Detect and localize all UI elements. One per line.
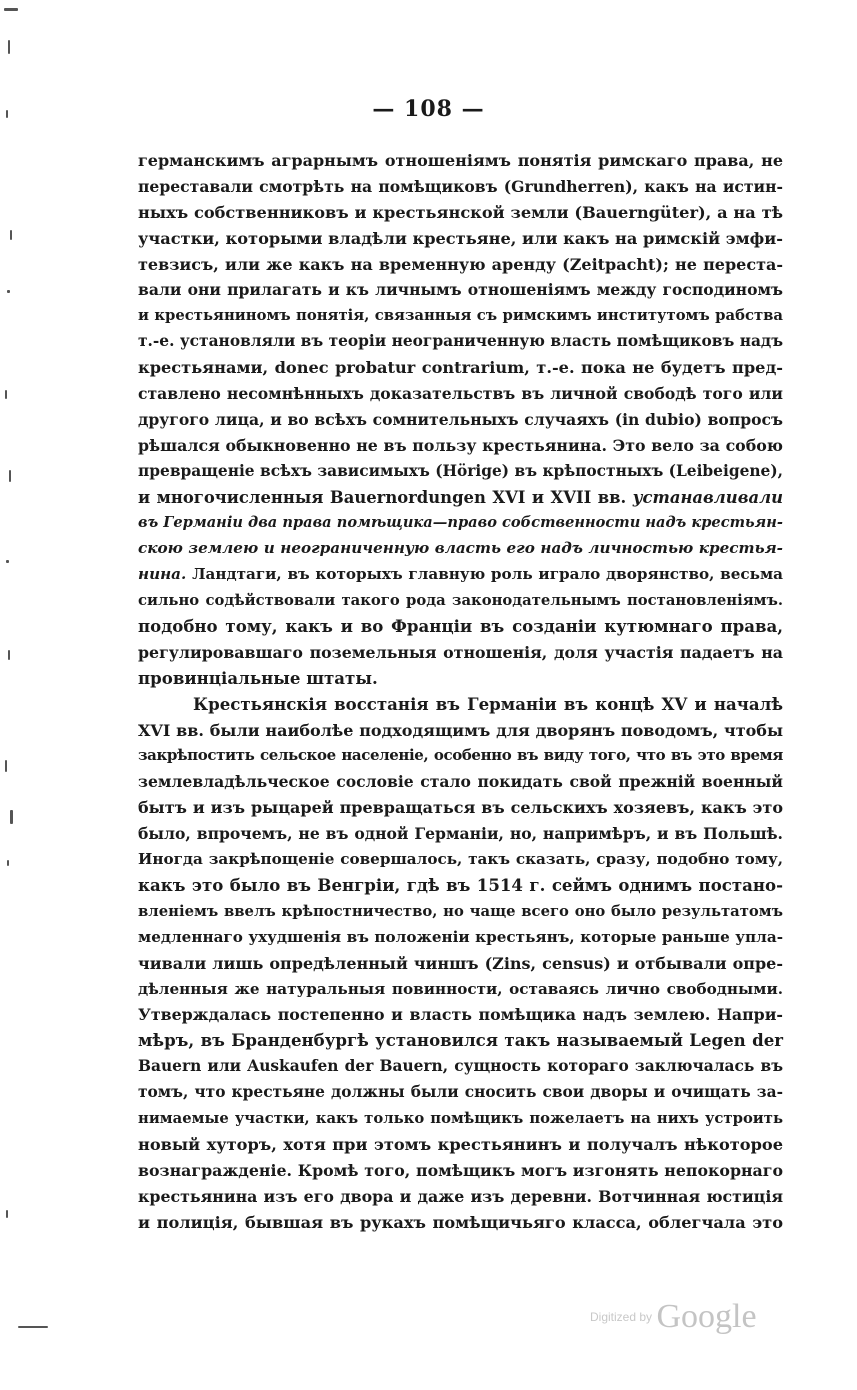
text-line: бытъ и изъ рыцарей превращаться въ сельскихъ хозяевъ, какъ это	[138, 798, 783, 818]
text-line: Иногда закрѣпощеніе совершалось, такъ сказать, сразу, подобно тому,	[138, 850, 783, 869]
text-line: ставлено несомнѣнныхъ доказательствъ въ личной свободѣ того или	[138, 384, 783, 404]
text-line: германскимъ аграрнымъ отношеніямъ понятія римскаго права, не	[138, 151, 783, 170]
text-line: XVI вв. были наиболѣе подходящимъ для дворянъ поводомъ, чтобы	[138, 720, 783, 740]
text-line: было, впрочемъ, не въ одной Германіи, но, напримѣръ, и въ Польшѣ.	[138, 824, 783, 844]
text-line: вознагражденіе. Кромѣ того, помѣщикъ могъ изгонять непокорнаго	[138, 1160, 783, 1180]
paragraph-start: Крестьянскія восстанія въ Германіи въ концѣ XV и началѣ	[193, 693, 783, 714]
google-logo: Google	[656, 1298, 757, 1335]
watermark-prefix: Digitized by	[590, 1310, 653, 1324]
body-text	[138, 148, 783, 1235]
text-line: и полиція, бывшая въ рукахъ помѣщичьяго класса, облегчала это	[138, 1212, 783, 1232]
text-line: другого лица, и во всѣхъ сомнительныхъ случаяхъ (in dubio) вопросъ	[138, 409, 783, 429]
text-line: и крестьяниномъ понятія, связанныя съ римскимъ институтомъ рабства	[138, 307, 783, 325]
text-line: крестьянами, donec probatur contrarium, т.-е. пока не будетъ пред-	[138, 358, 783, 378]
text-line: дѣленныя же натуральныя повинности, оставаясь лично свободными.	[138, 979, 783, 998]
text-line: крестьянина изъ его двора и даже изъ деревни. Вотчинная юстиція	[138, 1186, 783, 1206]
text-line: чивали лишь опредѣленный чиншъ (Zins, census) и отбывали опре-	[138, 953, 783, 973]
text-line: провинціальные штаты.	[138, 667, 378, 688]
scan-edge-marks	[0, 0, 30, 1390]
text-line: сильно содѣйствовали такого рода законодательнымъ постановленіямъ.	[138, 592, 783, 610]
italic-text-line: въ Германіи два права помѣщика—право собственности надъ крестьян-	[138, 514, 783, 532]
text-line: тевзисъ, или же какъ на временную аренду (Zeitpacht); не переста-	[138, 254, 783, 274]
text-line: ныхъ собственниковъ и крестьянской земли (Bauerngüter), а на тѣ	[138, 202, 783, 222]
italic-text: нина.	[138, 565, 187, 584]
text-line-part: Ландтаги, въ которыхъ главную роль играло дворянство, весьма	[186, 565, 783, 584]
text-line: вленіемъ ввелъ крѣпостничество, но чаще всего оно было результатомъ	[138, 902, 783, 920]
text-line: закрѣпостить сельское населеніе, особенно въ виду того, что въ это время	[138, 746, 783, 765]
digitized-by-google-watermark	[590, 1298, 757, 1336]
text-line: Утверждалась постепенно и власть помѣщика надъ землею. Напри-	[138, 1005, 783, 1025]
text-line: новый хуторъ, хотя при этомъ крестьянинъ и получалъ нѣкоторое	[138, 1134, 783, 1154]
text-line: Bauern или Auskaufen der Bauern, сущность котораго заключалась въ	[138, 1057, 783, 1076]
text-line: превращеніе всѣхъ зависимыхъ (Hörige) въ крѣпостныхъ (Leibeigene),	[138, 461, 783, 480]
text-line	[138, 562, 783, 588]
text-line: вали они прилагать и къ личнымъ отношеніямъ между господиномъ	[138, 280, 783, 300]
text-line: участки, которыми владѣли крестьяне, или какъ на римскій эмфи-	[138, 228, 783, 248]
text-line: какъ это было въ Венгріи, гдѣ въ 1514 г. сеймъ однимъ постано-	[138, 874, 783, 895]
text-line: мѣръ, въ Бранденбургѣ установился такъ называемый Legen der	[138, 1030, 783, 1051]
text-line-part: и многочисленныя Bauernordungen XVI и XVII вв.	[138, 487, 627, 507]
page-number: — 108 —	[372, 96, 485, 122]
text-line	[138, 485, 783, 511]
italic-text: устанавливали	[632, 487, 783, 507]
text-line: медленнаго ухудшенія въ положеніи крестьянъ, которые раньше упла-	[138, 927, 783, 946]
text-line: землевладѣльческое сословіе стало покидать свой прежній военный	[138, 772, 783, 792]
text-line: т.-е. установляли въ теоріи неограниченную власть помѣщиковъ надъ	[138, 332, 783, 351]
text-line: регулировавшаго поземельныя отношенія, доля участія падаетъ на	[138, 642, 783, 662]
text-line: томъ, что крестьяне должны были сносить свои дворы и очищать за-	[138, 1083, 783, 1102]
text-line: рѣшался обыкновенно не въ пользу крестьянина. Это вело за собою	[138, 435, 783, 455]
text-line: нимаемые участки, какъ только помѣщикъ пожелаетъ на нихъ устроить	[138, 1109, 783, 1127]
italic-text-line: скою землею и неограниченную власть его надъ личностью крестья-	[138, 539, 783, 558]
text-line: подобно тому, какъ и во Франціи въ созданіи кутюмнаго права,	[138, 616, 783, 637]
text-line: переставали смотрѣть на помѣщиковъ (Grundherren), какъ на истин-	[138, 176, 783, 196]
